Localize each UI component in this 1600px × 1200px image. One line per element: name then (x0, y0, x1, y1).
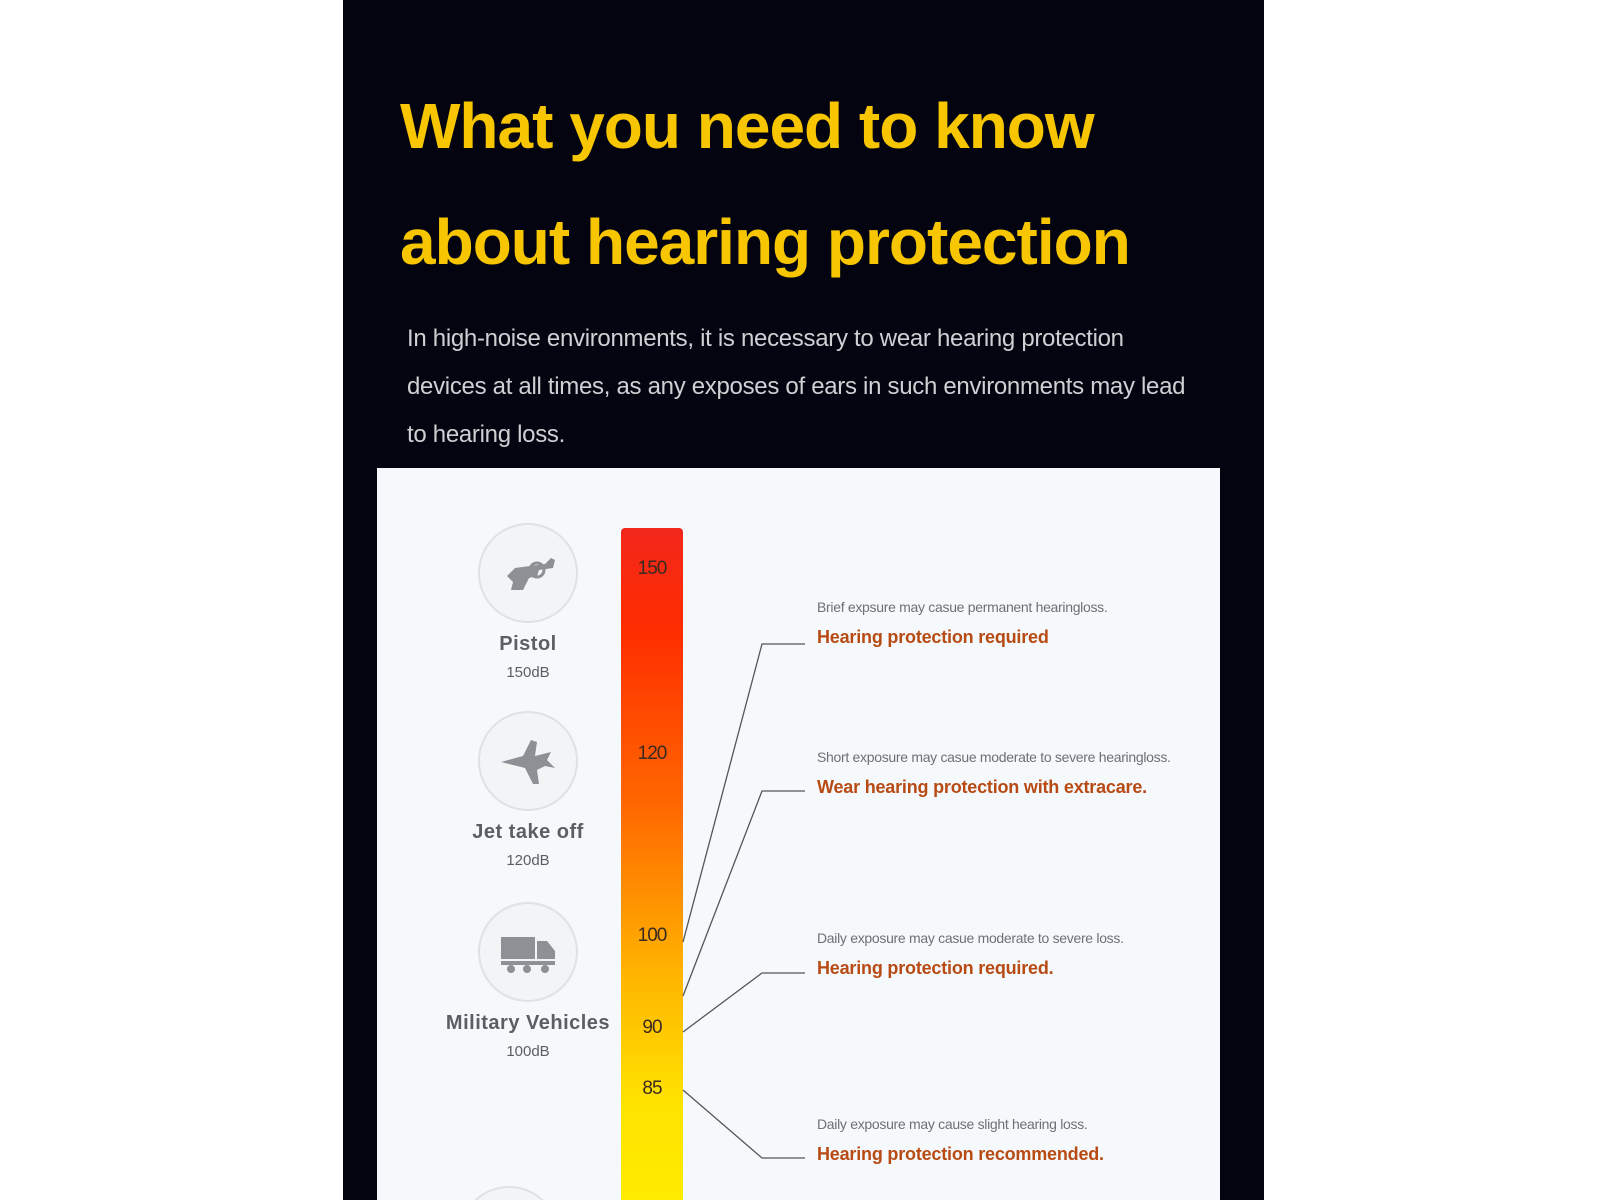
leader-line (683, 1090, 805, 1158)
leader-line (683, 644, 805, 942)
source-level: 120dB (506, 852, 550, 869)
leader-line (683, 973, 805, 1032)
leader-line (683, 791, 805, 996)
note-action: Wear hearing protection with extracare. (817, 777, 1147, 797)
scale-tick: 120 (637, 743, 667, 764)
source-name: Jet take off (472, 821, 584, 843)
source-name: Military Vehicles (445, 1012, 611, 1034)
scale-tick: 90 (642, 1017, 662, 1038)
noise-scale-card (377, 468, 1220, 1200)
note-90db (817, 930, 1217, 979)
note-action: Hearing protection required (817, 627, 1049, 647)
intro-text: In high-noise environments, it is necessary to wear hearing protection devices at all times, as any exposes of ears in such environments may lead to hearing loss. (407, 325, 1186, 448)
source-name: Pistol (499, 633, 557, 655)
leader-lines (377, 468, 1220, 1200)
note-120db (817, 749, 1217, 798)
note-85db (817, 1116, 1217, 1165)
note-action: Hearing protection required. (817, 958, 1054, 978)
source-level: 100dB (506, 1043, 550, 1060)
page-title: What you need to know about hearing protection (400, 90, 1130, 278)
scale-tick: 100 (637, 925, 667, 946)
note-description: Daily exposure may cause slight hearing loss. (817, 1116, 1088, 1132)
scale-tick: 85 (642, 1078, 662, 1099)
note-description: Daily exposure may casue moderate to severe loss. (817, 930, 1124, 946)
note-description: Brief expsure may casue permanent hearingloss. (817, 599, 1108, 615)
note-150db (817, 599, 1217, 648)
scale-tick: 150 (637, 558, 667, 579)
note-action: Hearing protection recommended. (817, 1144, 1104, 1164)
source-level: 150dB (506, 664, 550, 681)
note-description: Short exposure may casue moderate to severe hearingloss. (817, 749, 1171, 765)
infographic-panel (343, 0, 1264, 1200)
